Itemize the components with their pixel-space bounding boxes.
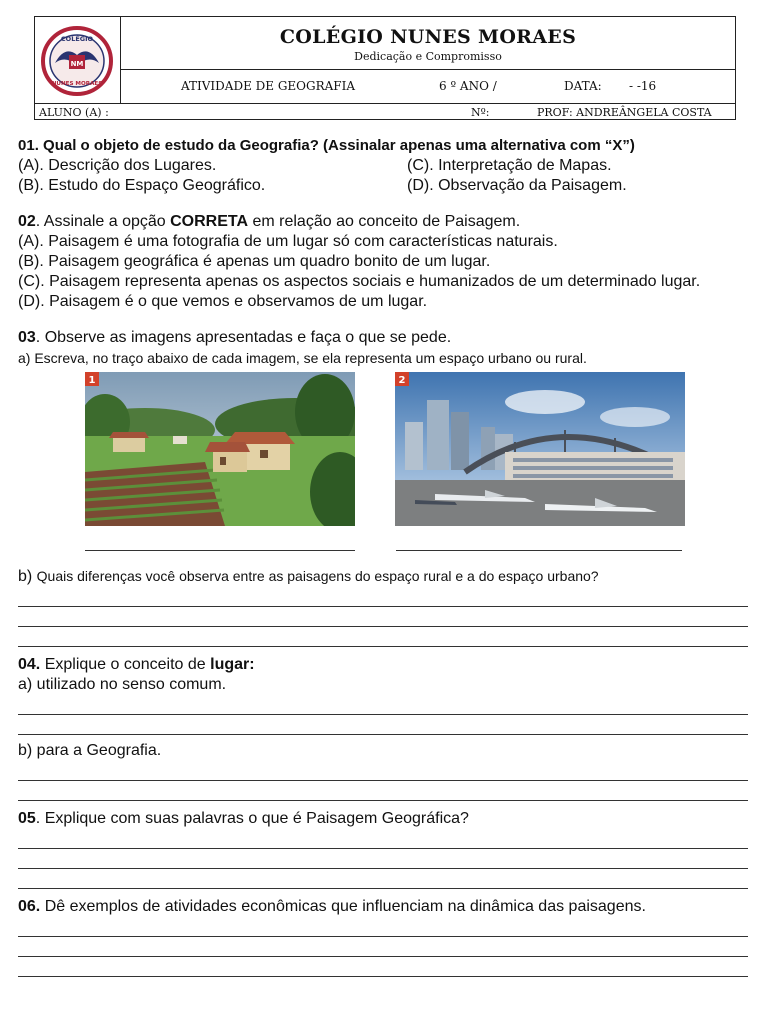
q1-option-b[interactable]: (B). Estudo do Espaço Geográfico.: [18, 177, 266, 194]
q2-option-c[interactable]: (C). Paisagem representa apenas os aspectos sociais e humanizados de um determinado lugar.: [18, 273, 701, 290]
student-label: ALUNO (A) :: [39, 106, 109, 119]
q5-text: . Explique com suas palavras o que é Paisagem Geográfica?: [35, 810, 469, 827]
school-motto: Dedicação e Compromisso: [354, 50, 502, 63]
worksheet-content: [18, 136, 748, 977]
q5-number: 05: [18, 810, 36, 827]
question-5: [18, 809, 748, 829]
q2-text-after: em relação ao conceito de Paisagem.: [248, 213, 521, 230]
number-label: Nº:: [471, 106, 490, 119]
q4-part-a: a) utilizado no senso comum.: [18, 676, 227, 693]
school-logo: [41, 25, 113, 97]
q2-text-bold: CORRETA: [170, 213, 249, 230]
svg-text:NM: NM: [70, 60, 84, 68]
question-4: [18, 655, 748, 675]
q3b-answer-line-1[interactable]: [18, 587, 748, 607]
q5-answer-line-1[interactable]: [18, 829, 748, 849]
activity-title: ATIVIDADE DE GEOGRAFIA: [181, 79, 356, 93]
q6-number: 06.: [18, 898, 41, 915]
q2-option-d[interactable]: (D). Paisagem é o que vemos e observamos de um lugar.: [18, 293, 428, 310]
q2-option-b[interactable]: (B). Paisagem geográfica é apenas um quadro bonito de um lugar.: [18, 253, 491, 270]
q1-option-a[interactable]: (A). Descrição dos Lugares.: [18, 157, 217, 174]
q4b-answer-line-1[interactable]: [18, 761, 748, 781]
logo-text-bottom: NUNES MORAES: [51, 81, 103, 87]
q3b-answer-line-2[interactable]: [18, 607, 748, 627]
q4a-answer-line-1[interactable]: [18, 695, 748, 715]
q3-part-b-prefix: b): [18, 568, 37, 585]
q6-text: Dê exemplos de atividades econômicas que influenciam na dinâmica das paisagens.: [40, 898, 646, 915]
q1-option-d[interactable]: (D). Observação da Paisagem.: [407, 177, 627, 194]
logo-text-top: COLÉGIO: [60, 35, 94, 43]
school-name: COLÉGIO NUNES MORAES: [279, 26, 577, 48]
q3-text: . Observe as imagens apresentadas e faça o que se pede.: [35, 329, 452, 346]
q6-answer-line-2[interactable]: [18, 937, 748, 957]
logo-cell: [35, 17, 121, 103]
rural-landscape-image: [85, 372, 355, 526]
q2-text-before: . Assinale a opção: [35, 213, 171, 230]
q1-number: 01: [18, 137, 35, 154]
title-area: [121, 17, 735, 69]
q4a-answer-line-2[interactable]: [18, 715, 748, 735]
q2-number: 02: [18, 213, 36, 230]
q2-option-a[interactable]: (A). Paisagem é uma fotografia de um lugar só com características naturais.: [18, 233, 558, 250]
image-1-badge: 1: [88, 375, 96, 386]
q3-part-b: [18, 566, 748, 587]
activity-row: [121, 70, 735, 102]
q6-answer-line-1[interactable]: [18, 917, 748, 937]
urban-answer-line[interactable]: [396, 550, 682, 551]
question-1: [18, 136, 748, 156]
student-row: [35, 103, 735, 122]
q3-part-b-text: Quais diferenças você observa entre as paisagens do espaço rural e a do espaço urbano?: [36, 568, 599, 584]
question-6: [18, 897, 748, 917]
q4-part-b: b) para a Geografia.: [18, 742, 162, 759]
date-value: - -16: [629, 79, 657, 93]
q4-text-bold: lugar:: [210, 656, 255, 673]
q1-text: . Qual o objeto de estudo da Geografia? (Assinalar apenas uma alternativa com “X”): [34, 137, 635, 154]
q1-option-c[interactable]: (C). Interpretação de Mapas.: [407, 157, 612, 174]
urban-landscape-image: [395, 372, 685, 526]
school-header: [34, 16, 736, 120]
q1-options: [18, 156, 748, 196]
image-2-badge: 2: [398, 375, 406, 386]
teacher-label: PROF: ANDREÂNGELA COSTA: [537, 106, 712, 119]
q3-images: [18, 372, 748, 562]
q4-text-before: Explique o conceito de: [40, 656, 211, 673]
date-label: DATA:: [564, 79, 602, 93]
q3b-answer-line-3[interactable]: [18, 627, 748, 647]
rural-answer-line[interactable]: [85, 550, 355, 551]
question-3: [18, 328, 748, 348]
grade-label: 6 º ANO /: [439, 79, 497, 93]
q6-answer-line-3[interactable]: [18, 957, 748, 977]
question-2: [18, 212, 748, 232]
q5-answer-line-3[interactable]: [18, 869, 748, 889]
q4b-answer-line-2[interactable]: [18, 781, 748, 801]
q3-part-a: a) Escreva, no traço abaixo de cada imagem, se ela representa um espaço urbano ou rural.: [18, 350, 587, 366]
q3-number: 03: [18, 329, 36, 346]
q5-answer-line-2[interactable]: [18, 849, 748, 869]
q4-number: 04.: [18, 656, 41, 673]
